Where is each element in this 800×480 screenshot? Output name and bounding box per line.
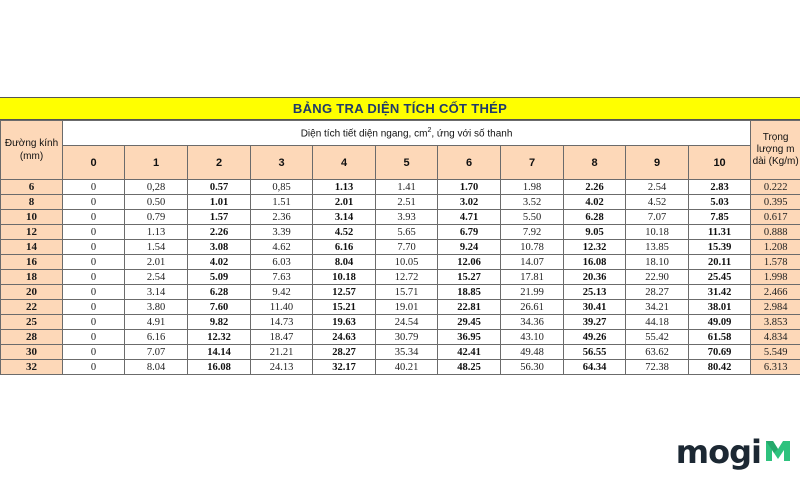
weight-cell: 0.395: [751, 195, 800, 210]
area-cell: 10.18: [626, 225, 689, 240]
area-cell: 7.63: [251, 270, 313, 285]
area-cell: 6.16: [125, 330, 188, 345]
weight-cell: 2.984: [751, 300, 800, 315]
area-cell: 0: [63, 360, 125, 375]
mogi-m-icon: [764, 437, 792, 468]
area-cell: 18.10: [626, 255, 689, 270]
area-cell: 63.62: [626, 345, 689, 360]
weight-cell: 6.313: [751, 360, 800, 375]
area-cell: 2.26: [188, 225, 251, 240]
weight-cell: 0.888: [751, 225, 800, 240]
diameter-cell: 8: [1, 195, 63, 210]
area-cell: 6.28: [188, 285, 251, 300]
area-cell: 9.82: [188, 315, 251, 330]
diameter-cell: 25: [1, 315, 63, 330]
table-row: [1, 360, 800, 375]
area-cell: 18.47: [251, 330, 313, 345]
area-cell: 1.41: [376, 180, 438, 195]
area-cell: 7.92: [501, 225, 564, 240]
area-cell: 5.03: [689, 195, 751, 210]
area-cell: 10.78: [501, 240, 564, 255]
area-cell: 80.42: [689, 360, 751, 375]
area-cell: 2.54: [125, 270, 188, 285]
area-cell: 3.14: [313, 210, 376, 225]
header-count-7: 7: [501, 146, 564, 180]
header-count-4: 4: [313, 146, 376, 180]
weight-cell: 1.578: [751, 255, 800, 270]
area-cell: 49.48: [501, 345, 564, 360]
area-cell: 12.06: [438, 255, 501, 270]
area-cell: 2.26: [564, 180, 626, 195]
area-cell: 18.85: [438, 285, 501, 300]
table-row: [1, 180, 800, 195]
header-count-8: 8: [564, 146, 626, 180]
area-cell: 4.91: [125, 315, 188, 330]
area-cell: 1.13: [313, 180, 376, 195]
table-row: [1, 225, 800, 240]
area-cell: 32.17: [313, 360, 376, 375]
area-cell: 1.54: [125, 240, 188, 255]
area-cell: 2.51: [376, 195, 438, 210]
header-count-3: 3: [251, 146, 313, 180]
area-cell: 10.05: [376, 255, 438, 270]
header-count-10: 10: [689, 146, 751, 180]
table-row: [1, 345, 800, 360]
diameter-cell: 30: [1, 345, 63, 360]
weight-cell: 2.466: [751, 285, 800, 300]
table-row: [1, 240, 800, 255]
area-cell: 17.81: [501, 270, 564, 285]
diameter-cell: 6: [1, 180, 63, 195]
diameter-cell: 10: [1, 210, 63, 225]
table-title: BẢNG TRA DIỆN TÍCH CỐT THÉP: [0, 97, 800, 120]
area-cell: 21.21: [251, 345, 313, 360]
area-cell: 19.01: [376, 300, 438, 315]
area-cell: 0: [63, 255, 125, 270]
diameter-cell: 14: [1, 240, 63, 255]
area-cell: 3.14: [125, 285, 188, 300]
area-cell: 0: [63, 210, 125, 225]
area-cell: 1.98: [501, 180, 564, 195]
area-cell: 7.60: [188, 300, 251, 315]
table-row: [1, 270, 800, 285]
logo-text: mogi: [675, 433, 761, 471]
area-cell: 7.07: [626, 210, 689, 225]
area-cell: 8.04: [313, 255, 376, 270]
weight-cell: 1.998: [751, 270, 800, 285]
steel-area-table: [0, 120, 800, 375]
area-cell: 49.09: [689, 315, 751, 330]
area-cell: 2.54: [626, 180, 689, 195]
area-cell: 0.57: [188, 180, 251, 195]
header-area: Diện tích tiết diện ngang, $cm^2$, ứng với số thanh: [63, 121, 751, 146]
area-cell: 20.11: [689, 255, 751, 270]
diameter-cell: 18: [1, 270, 63, 285]
area-cell: 4.71: [438, 210, 501, 225]
area-cell: 28.27: [313, 345, 376, 360]
header-count-6: 6: [438, 146, 501, 180]
header-count-0: 0: [63, 146, 125, 180]
table-row: [1, 330, 800, 345]
area-cell: 2.36: [251, 210, 313, 225]
weight-cell: 1.208: [751, 240, 800, 255]
area-cell: 16.08: [188, 360, 251, 375]
area-cell: 38.01: [689, 300, 751, 315]
area-cell: 4.62: [251, 240, 313, 255]
diameter-cell: 16: [1, 255, 63, 270]
header-weight: Trọng lượng m dài (Kg/m): [751, 121, 800, 180]
area-cell: 25.13: [564, 285, 626, 300]
area-cell: 0: [63, 180, 125, 195]
area-cell: 0: [63, 330, 125, 345]
area-cell: 24.63: [313, 330, 376, 345]
area-cell: 49.26: [564, 330, 626, 345]
table-row: [1, 195, 800, 210]
diameter-cell: 20: [1, 285, 63, 300]
area-cell: 15.21: [313, 300, 376, 315]
area-cell: 0.79: [125, 210, 188, 225]
area-cell: 30.41: [564, 300, 626, 315]
area-cell: 20.36: [564, 270, 626, 285]
area-cell: 3.80: [125, 300, 188, 315]
area-cell: 2.83: [689, 180, 751, 195]
area-cell: 7.07: [125, 345, 188, 360]
area-cell: 14.07: [501, 255, 564, 270]
area-cell: 10.18: [313, 270, 376, 285]
area-cell: 34.21: [626, 300, 689, 315]
area-cell: 72.38: [626, 360, 689, 375]
area-cell: 40.21: [376, 360, 438, 375]
header-count-5: 5: [376, 146, 438, 180]
area-cell: 4.52: [313, 225, 376, 240]
area-cell: 22.81: [438, 300, 501, 315]
area-cell: 3.08: [188, 240, 251, 255]
area-cell: 36.95: [438, 330, 501, 345]
weight-cell: 4.834: [751, 330, 800, 345]
area-cell: 16.08: [564, 255, 626, 270]
area-cell: 0: [63, 195, 125, 210]
area-cell: 12.32: [564, 240, 626, 255]
area-cell: 56.55: [564, 345, 626, 360]
area-cell: 4.02: [564, 195, 626, 210]
area-cell: 14.73: [251, 315, 313, 330]
weight-cell: 3.853: [751, 315, 800, 330]
area-cell: 7.70: [376, 240, 438, 255]
area-cell: 4.52: [626, 195, 689, 210]
area-cell: 43.10: [501, 330, 564, 345]
area-cell: 19.63: [313, 315, 376, 330]
area-cell: 29.45: [438, 315, 501, 330]
area-cell: 55.42: [626, 330, 689, 345]
area-cell: 1.01: [188, 195, 251, 210]
area-cell: 0,28: [125, 180, 188, 195]
area-cell: 13.85: [626, 240, 689, 255]
area-cell: 15.27: [438, 270, 501, 285]
area-cell: 3.39: [251, 225, 313, 240]
table-row: [1, 300, 800, 315]
area-cell: 48.25: [438, 360, 501, 375]
table-row: [1, 315, 800, 330]
area-cell: 3.52: [501, 195, 564, 210]
area-cell: 44.18: [626, 315, 689, 330]
area-cell: 12.32: [188, 330, 251, 345]
area-cell: 8.04: [125, 360, 188, 375]
header-count-9: 9: [626, 146, 689, 180]
area-cell: 64.34: [564, 360, 626, 375]
area-cell: 9.42: [251, 285, 313, 300]
area-cell: 2.01: [313, 195, 376, 210]
area-cell: 28.27: [626, 285, 689, 300]
area-cell: 0: [63, 270, 125, 285]
diameter-cell: 28: [1, 330, 63, 345]
area-cell: 1.70: [438, 180, 501, 195]
area-cell: 0.50: [125, 195, 188, 210]
area-cell: 11.31: [689, 225, 751, 240]
area-cell: 25.45: [689, 270, 751, 285]
area-cell: 0: [63, 225, 125, 240]
area-cell: 0: [63, 300, 125, 315]
area-cell: 3.93: [376, 210, 438, 225]
header-diameter: Đường kính (mm): [1, 121, 63, 180]
area-cell: 26.61: [501, 300, 564, 315]
area-cell: 24.13: [251, 360, 313, 375]
area-cell: 4.02: [188, 255, 251, 270]
table-row: [1, 285, 800, 300]
area-cell: 1.57: [188, 210, 251, 225]
table-row: [1, 210, 800, 225]
area-cell: 5.50: [501, 210, 564, 225]
area-cell: 12.72: [376, 270, 438, 285]
area-cell: 0: [63, 240, 125, 255]
area-cell: 31.42: [689, 285, 751, 300]
area-cell: 5.65: [376, 225, 438, 240]
area-cell: 21.99: [501, 285, 564, 300]
area-cell: 0: [63, 285, 125, 300]
area-cell: 22.90: [626, 270, 689, 285]
area-cell: 39.27: [564, 315, 626, 330]
weight-cell: 0.617: [751, 210, 800, 225]
area-cell: 7.85: [689, 210, 751, 225]
area-cell: 6.28: [564, 210, 626, 225]
area-cell: 12.57: [313, 285, 376, 300]
area-cell: 6.03: [251, 255, 313, 270]
area-cell: 2.01: [125, 255, 188, 270]
area-cell: 5.09: [188, 270, 251, 285]
weight-cell: 5.549: [751, 345, 800, 360]
area-cell: 24.54: [376, 315, 438, 330]
area-cell: 6.16: [313, 240, 376, 255]
area-cell: 34.36: [501, 315, 564, 330]
area-cell: 9.24: [438, 240, 501, 255]
area-cell: 42.41: [438, 345, 501, 360]
area-cell: 1.51: [251, 195, 313, 210]
area-cell: 0,85: [251, 180, 313, 195]
area-cell: 56.30: [501, 360, 564, 375]
table-row: [1, 255, 800, 270]
area-cell: 15.39: [689, 240, 751, 255]
area-cell: 14.14: [188, 345, 251, 360]
diameter-cell: 32: [1, 360, 63, 375]
area-cell: 15.71: [376, 285, 438, 300]
header-count-1: 1: [125, 146, 188, 180]
area-cell: 30.79: [376, 330, 438, 345]
header-count-2: 2: [188, 146, 251, 180]
area-cell: 35.34: [376, 345, 438, 360]
weight-cell: 0.222: [751, 180, 800, 195]
area-cell: 1.13: [125, 225, 188, 240]
diameter-cell: 12: [1, 225, 63, 240]
area-cell: 70.69: [689, 345, 751, 360]
area-cell: 61.58: [689, 330, 751, 345]
area-cell: 9.05: [564, 225, 626, 240]
area-cell: 6.79: [438, 225, 501, 240]
area-cell: 0: [63, 315, 125, 330]
area-cell: 3.02: [438, 195, 501, 210]
area-cell: 0: [63, 345, 125, 360]
area-cell: 11.40: [251, 300, 313, 315]
mogi-logo: [676, 432, 792, 472]
diameter-cell: 22: [1, 300, 63, 315]
